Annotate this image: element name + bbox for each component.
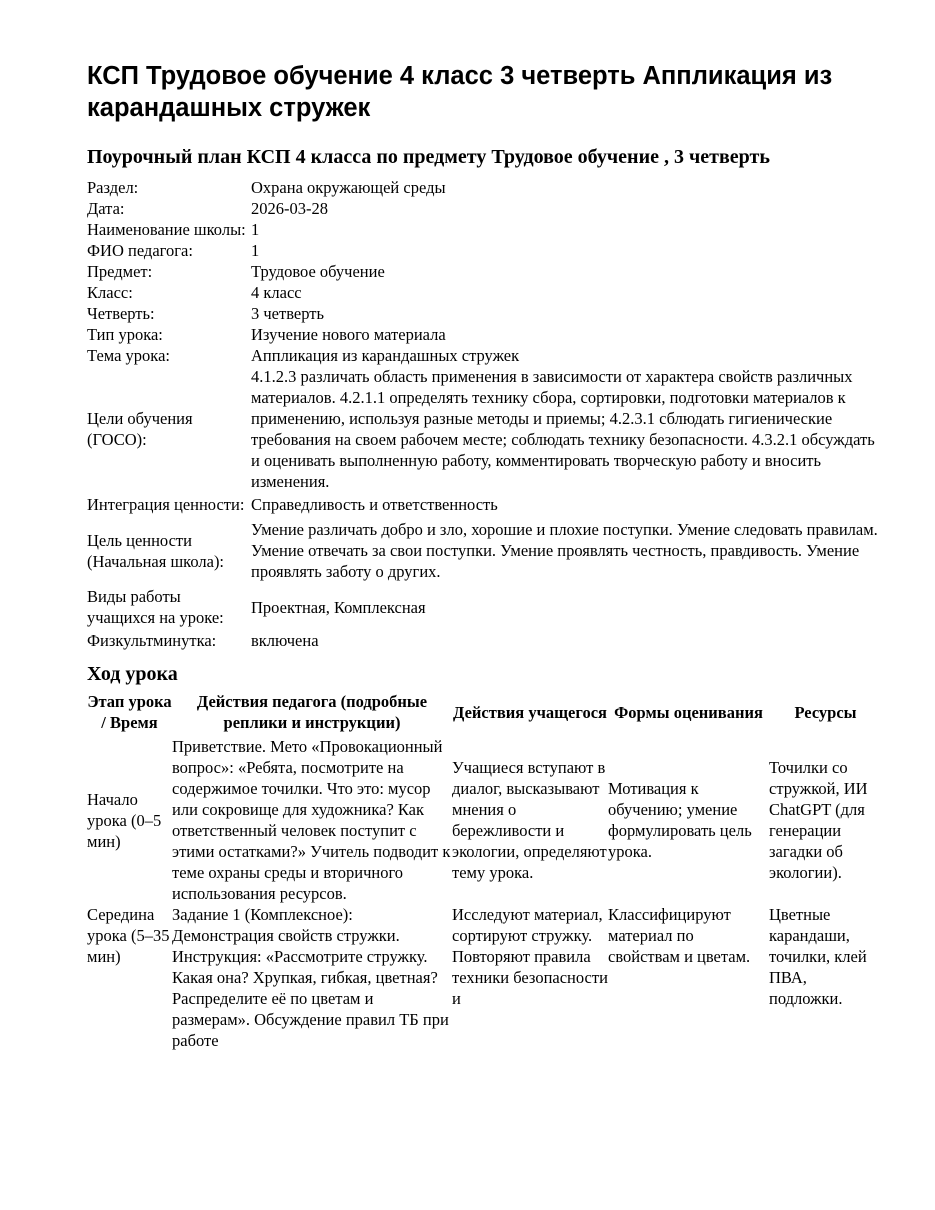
info-value: Аппликация из карандашных стружек — [251, 346, 520, 365]
info-label: Четверть: — [87, 304, 155, 323]
cell-stage: Начало урока (0–5 мин) — [87, 789, 162, 851]
info-value: 1 — [251, 241, 260, 260]
info-value: Изучение нового материала — [251, 325, 446, 344]
info-value: Справедливость и ответственность — [251, 495, 498, 514]
info-label: Дата: — [87, 199, 125, 218]
column-header-resources: Ресурсы — [794, 702, 857, 722]
info-value: 4.1.2.3 различать область применения в зависимости от характера свойств различных материалов. 4.2.1.1 определять технику сбора, сортировки, подготовки материалов к применению, используя разные методы и приемы; 4.2.3.1 сблюдать гигиенические требования на своем рабочем месте; соблюдать технику безопасности. 4.3.2.1 обсуждать и оценивать выполненную работу, комментировать творческую работу и вносить изменения. — [251, 367, 875, 491]
cell-assessment: Мотивация к обучению; умение формулировать цель урока. — [608, 779, 752, 861]
info-label: Тема урока: — [87, 346, 170, 365]
info-value: Проектная, Комплексная — [251, 597, 426, 617]
table-row — [87, 736, 882, 904]
info-row-value-integration — [87, 492, 882, 517]
info-value: Умение различать добро и зло, хорошие и плохие поступки. Умение следовать правилам. Умение отвечать за свои поступки. Умение проявлять честность, правдивость. Умение проявлять заботу о других. — [251, 520, 878, 581]
cell-student-actions: Исследуют материал, сортируют стружку. Повторяют правила техники безопасности и — [452, 905, 608, 1008]
plan-subtitle: Поурочный план КСП 4 класса по предмету Трудовое обучение , 3 четверть — [87, 146, 770, 168]
cell-resources: Точилки со стружкой, ИИ ChatGPT (для генерации загадки об экологии). — [769, 758, 868, 882]
column-header-stage: Этап урока / Время — [87, 692, 172, 732]
info-value: 1 — [251, 220, 260, 239]
info-label: Цели обучения (ГОСО): — [87, 409, 193, 449]
info-row-physical-break — [87, 630, 882, 651]
info-label: Интеграция ценности: — [87, 495, 245, 514]
cell-student-actions: Учащиеся вступают в диалог, высказывают мнения о бережливости и экологии, определяют тему урока. — [452, 758, 607, 882]
info-label: Раздел: — [87, 178, 139, 197]
cell-teacher-actions: Приветствие. Мето «Провокационный вопрос»: «Ребята, посмотрите на содержимое точилки. Что это: мусор или сокровище для художника? Как ответственный человек поступит с этими остатками?» Учитель подводит к теме охраны среды и вторичного использования ресурсов. — [172, 737, 451, 903]
info-row-goals — [87, 366, 882, 492]
cell-stage: Середина урока (5–35 мин) — [87, 905, 170, 966]
info-label: Физкультминутка: — [87, 631, 217, 650]
info-row-date — [87, 198, 882, 219]
info-label: Предмет: — [87, 262, 153, 281]
column-header-teacher-actions: Действия педагога (подробные реплики и инструкции) — [196, 692, 428, 732]
info-label: Наименование школы: — [87, 220, 246, 239]
info-value: 2026-03-28 — [251, 199, 328, 218]
lesson-progress-table — [87, 691, 882, 1051]
info-row-quarter — [87, 303, 882, 324]
info-value: 3 четверть — [251, 304, 324, 323]
info-label: ФИО педагога: — [87, 241, 193, 260]
info-row-value-goal — [87, 517, 882, 584]
table-header-row — [87, 691, 882, 736]
cell-teacher-actions: Задание 1 (Комплексное): Демонстрация свойств стружки. Инструкция: «Рассмотрите стружку. Какая она? Хрупкая, гибкая, цветная? Распределите её по цветам и размерам». Обсуждение правил ТБ при работе — [172, 905, 449, 1050]
info-row-school — [87, 219, 882, 240]
info-label: Тип урока: — [87, 325, 163, 344]
cell-resources: Цветные карандаши, точилки, клей ПВА, подложки. — [769, 905, 867, 1008]
info-row-work-types — [87, 584, 882, 630]
table-row — [87, 904, 882, 1051]
info-row-class — [87, 282, 882, 303]
info-row-section — [87, 177, 882, 198]
lesson-progress-title: Ход урока — [87, 663, 178, 685]
document-page — [87, 60, 882, 1051]
info-value: Трудовое обучение — [251, 262, 385, 281]
info-row-lesson-type — [87, 324, 882, 345]
info-row-subject — [87, 261, 882, 282]
info-value: 4 класс — [251, 283, 302, 302]
column-header-student-actions: Действия учащегося — [453, 702, 607, 722]
info-row-teacher — [87, 240, 882, 261]
info-label: Цель ценности (Начальная школа): — [87, 530, 225, 571]
info-value: Охрана окружающей среды — [251, 178, 446, 197]
lesson-info-table — [87, 177, 882, 651]
info-value: включена — [251, 631, 319, 650]
document-title: КСП Трудовое обучение 4 класс 3 четверть Аппликация из карандашных стружек — [87, 62, 833, 122]
info-row-topic — [87, 345, 882, 366]
info-label: Класс: — [87, 283, 133, 302]
cell-assessment: Классифицируют материал по свойствам и цветам. — [608, 905, 751, 966]
info-label: Виды работы учащихся на уроке: — [87, 587, 224, 627]
column-header-assessment: Формы оценивания — [614, 702, 763, 722]
